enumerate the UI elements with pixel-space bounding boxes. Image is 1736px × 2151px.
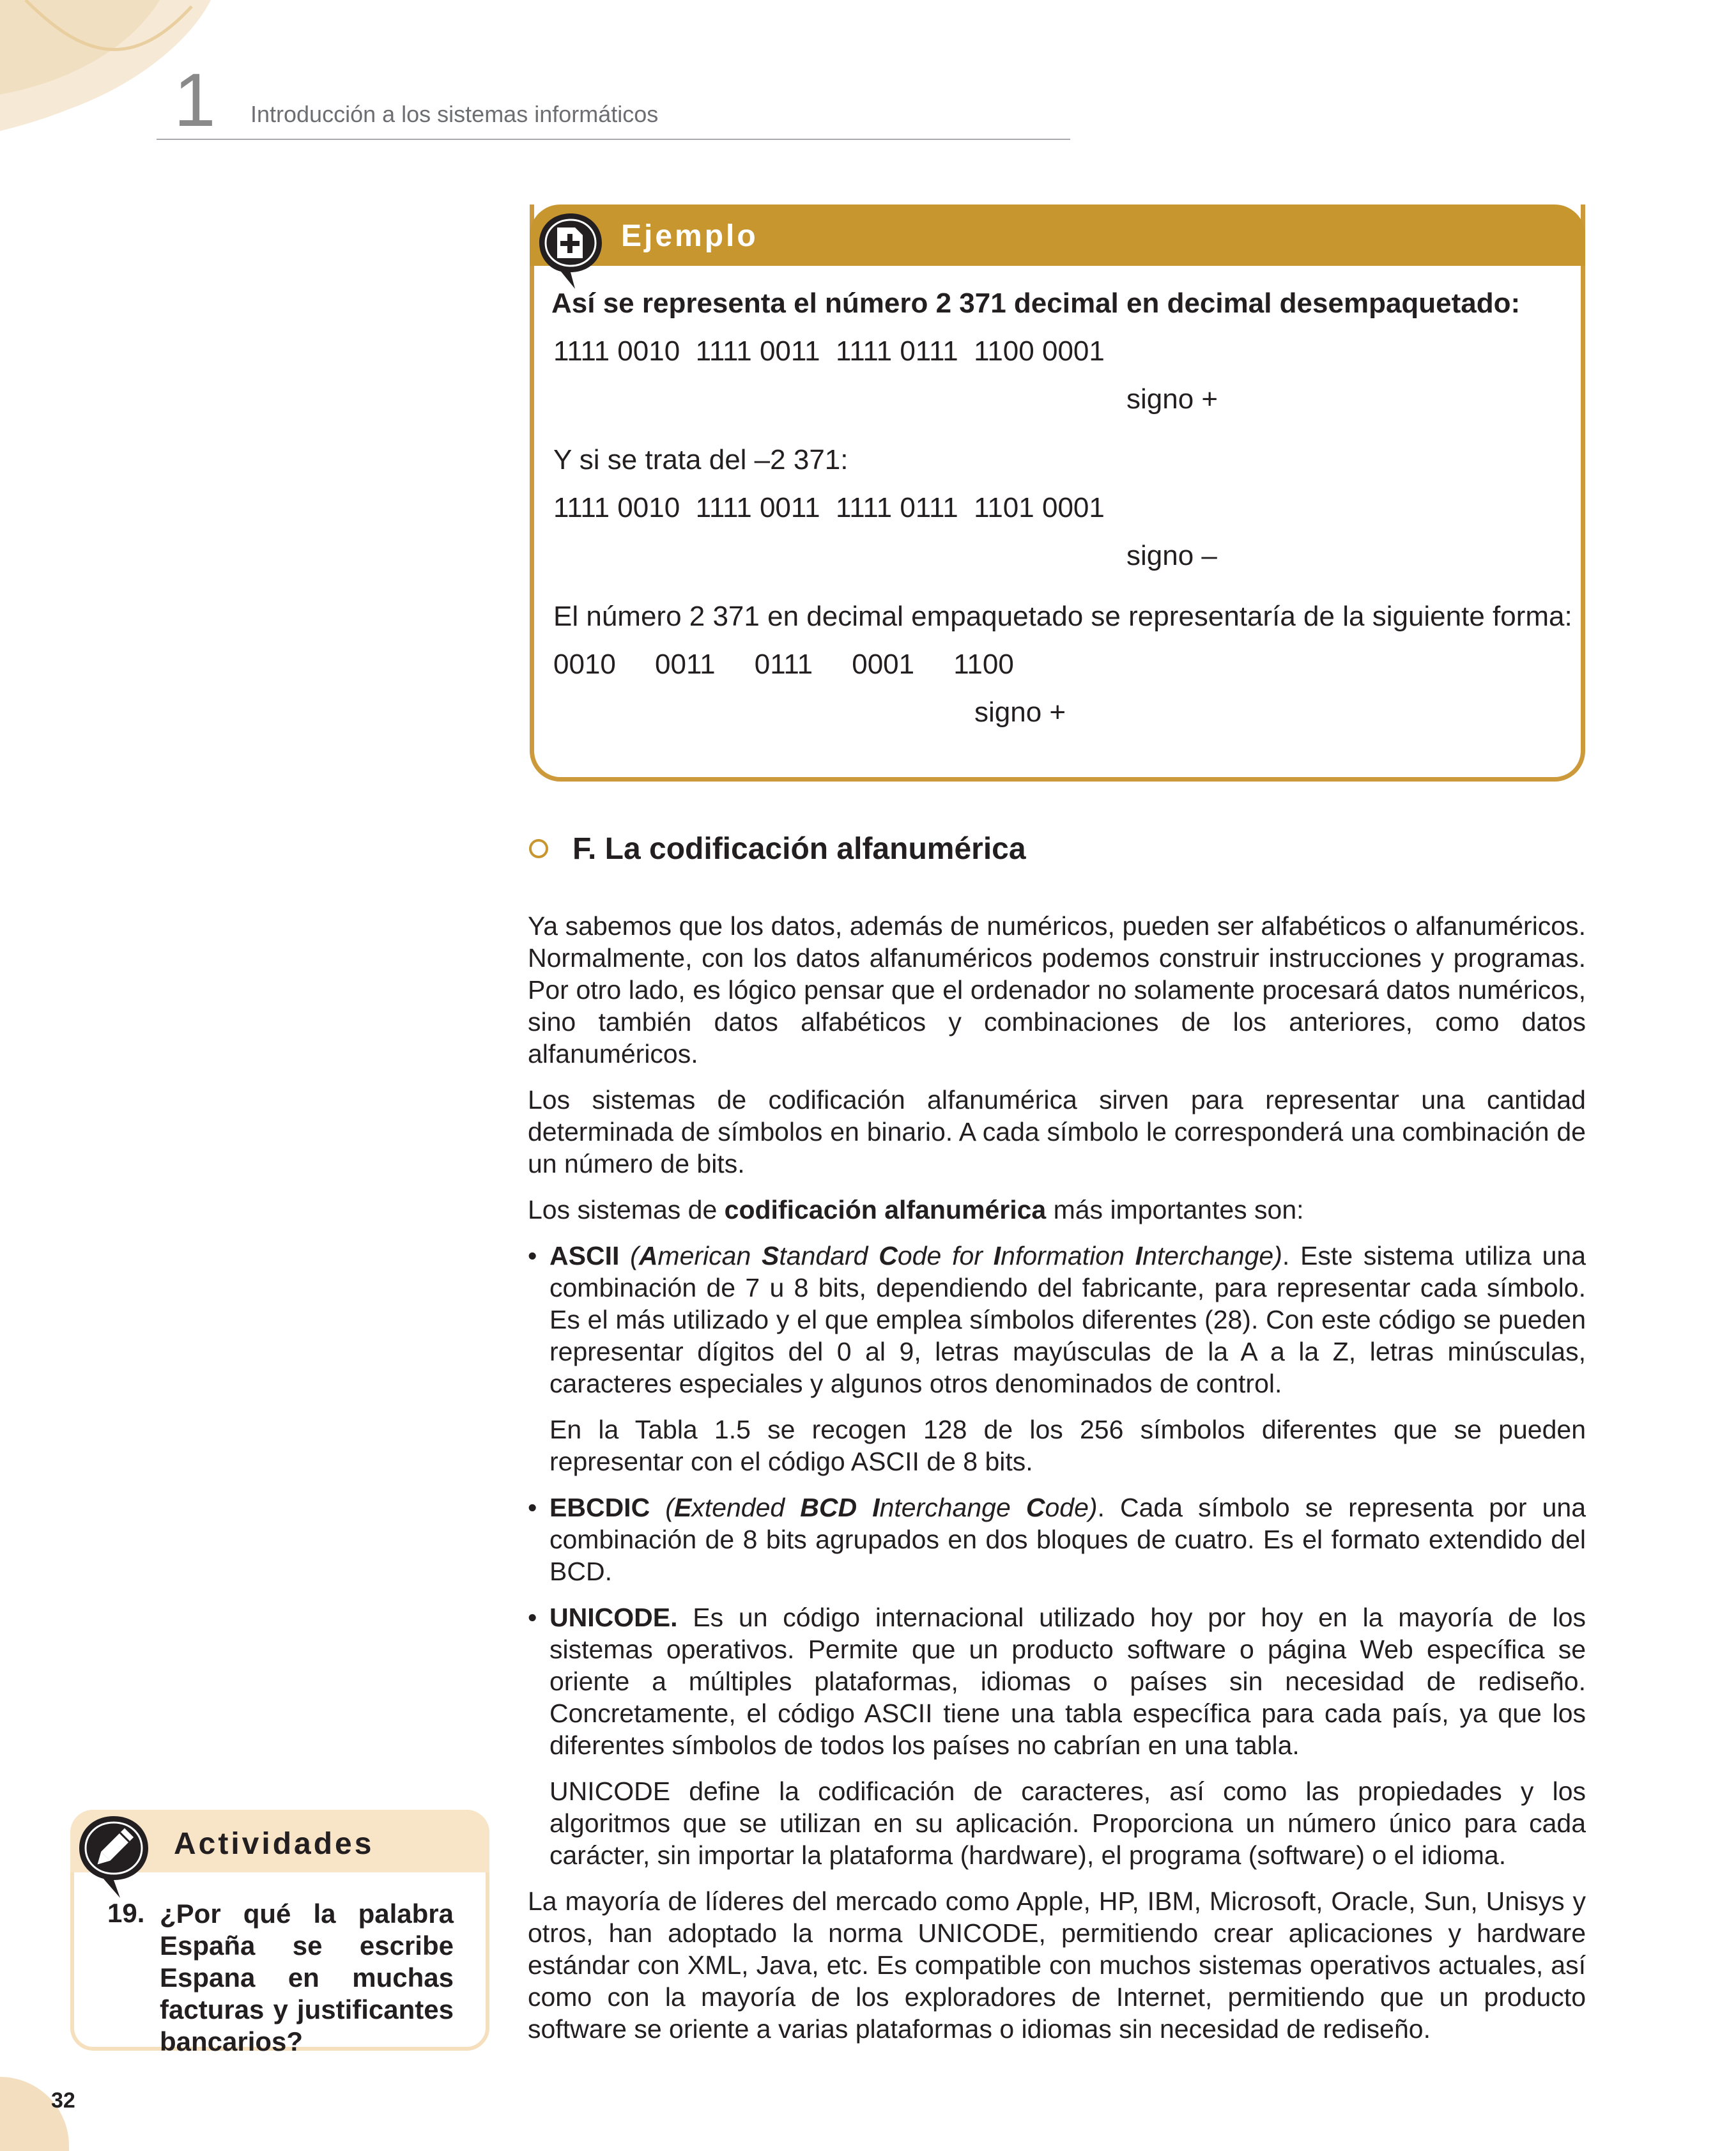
example-title: Ejemplo: [621, 219, 758, 253]
ascii-continuation: En la Tabla 1.5 se recogen 128 de los 256 símbolos diferentes que se pueden representar con el código ASCII de 8 bits.: [549, 1415, 1586, 1476]
bullet-dot: •: [528, 1603, 537, 1632]
paragraph-2: Los sistemas de codificación alfanumérica sirven para representar una cantidad determinada de símbolos en binario. A cada símbolo le corresponderá una combinación de un número de bits.: [528, 1085, 1586, 1178]
paragraph-3-pre: Los sistemas de: [528, 1195, 725, 1224]
example-sign-2: signo –: [1126, 540, 1217, 571]
bullet-ebcdic: [528, 1492, 1586, 1587]
paragraph-3-bold: codificación alfanumérica: [724, 1195, 1047, 1224]
bullet-dot: •: [528, 1493, 537, 1522]
paragraph-3: [528, 1194, 1586, 1226]
paragraph-3-post: más importantes son:: [1046, 1195, 1304, 1224]
activity-number: 19.: [107, 1898, 145, 1928]
unicode-text: Es un código internacional utilizado hoy por hoy en la mayoría de los sistemas operativos. Permite que un producto software o página Web específica se oriente a múltiples plataformas, idiomas o países sin necesidad de rediseño. Concretamente, el código ASCII tiene una tabla específica para cada país, ya que los diferentes símbolos de todos los países no cabrían en una tabla.: [549, 1603, 1586, 1760]
paragraph-last: La mayoría de líderes del mercado como Apple, HP, IBM, Microsoft, Oracle, Sun, Unisys y otros, han adoptado la norma UNICODE, permitiendo crear aplicaciones y hardware estándar con XML, Java, etc. Es compatible con muchos sistemas operativos actuales, así como con la mayoría de los exploradores de Internet, permitiendo que un producto software se oriente a varias plataformas o idiomas sin necesidad de rediseño.: [528, 1886, 1586, 2044]
unicode-term: UNICODE.: [549, 1603, 678, 1632]
bullet-dot: •: [528, 1241, 537, 1270]
ascii-expansion: (American Standard Code for Information Interchange): [619, 1241, 1282, 1270]
example-line-2: 1111 0010 1111 0011 1111 0111 1100 0001: [553, 335, 1105, 367]
ebcdic-term: EBCDIC: [549, 1493, 650, 1522]
example-sign-3: signo +: [974, 697, 1066, 728]
header-divider: [157, 139, 1070, 140]
example-line-8: 0010 0011 0111 0001 1100: [553, 649, 1014, 680]
chapter-title: Introducción a los sistemas informáticos: [250, 101, 659, 127]
unicode-continuation: UNICODE define la codificación de caracteres, así como las propiedades y los algoritmos que se utilizan en su aplicación. Proporciona un número único para cada carácter, sin importar la plataforma (hardware), el programa (software) o el idioma.: [549, 1777, 1586, 1870]
page-number: 32: [51, 2088, 75, 2113]
paragraph-1: Ya sabemos que los datos, además de numéricos, pueden ser alfabéticos o alfanuméricos. Normalmente, con los datos alfanuméricos podemos construir instrucciones y programas. Por otro lado, es lógico pensar que el ordenador no solamente procesará datos numéricos, sino también datos alfabéticos y combinaciones de los anteriores, como datos alfanuméricos.: [528, 911, 1586, 1068]
bullet-unicode: [528, 1601, 1586, 1761]
example-line-4: Y si se trata del –2 371:: [553, 444, 849, 475]
example-line-7: El número 2 371 en decimal empaquetado se representaría de la siguiente forma:: [553, 601, 1572, 632]
ascii-term: ASCII: [549, 1241, 620, 1270]
activity-question: ¿Por qué la palabra España se escribe Espana en muchas facturas y justificantes bancarios?: [160, 1899, 454, 2056]
section-title: F. La codificación alfanumérica: [572, 832, 1026, 866]
body-text: [528, 910, 1586, 2059]
section-bullet-circle: [529, 839, 548, 858]
ebcdic-text: . Cada símbolo se representa por una combinación de 8 bits agrupados en dos bloques de cuatro. Es el formato extendido del BCD.: [549, 1493, 1586, 1586]
plus-document-icon: [535, 210, 606, 293]
ebcdic-expansion: (Extended BCD Interchange Code): [650, 1493, 1098, 1522]
example-line-1: Así se representa el número 2 371 decimal en decimal desempaquetado:: [551, 288, 1521, 319]
example-line-5: 1111 0010 1111 0011 1111 0111 1101 0001: [553, 492, 1105, 523]
activities-title: Actividades: [174, 1827, 374, 1861]
example-sign-1: signo +: [1126, 383, 1218, 415]
bullet-ascii: [528, 1240, 1586, 1399]
ascii-text: . Este sistema utiliza una combinación de 7 u 8 bits, dependiendo del fabricante, para representar cada símbolo. Es el más utilizado y el que emplea símbolos diferentes (28). Con este código se pueden representar dígitos del 0 al 9, letras mayúsculas de la A a la Z, letras minúsculas, caracteres especiales y algunos otros denominados de control.: [549, 1241, 1586, 1398]
pencil-speech-bubble-icon: [75, 1812, 152, 1902]
chapter-number: 1: [174, 58, 216, 143]
